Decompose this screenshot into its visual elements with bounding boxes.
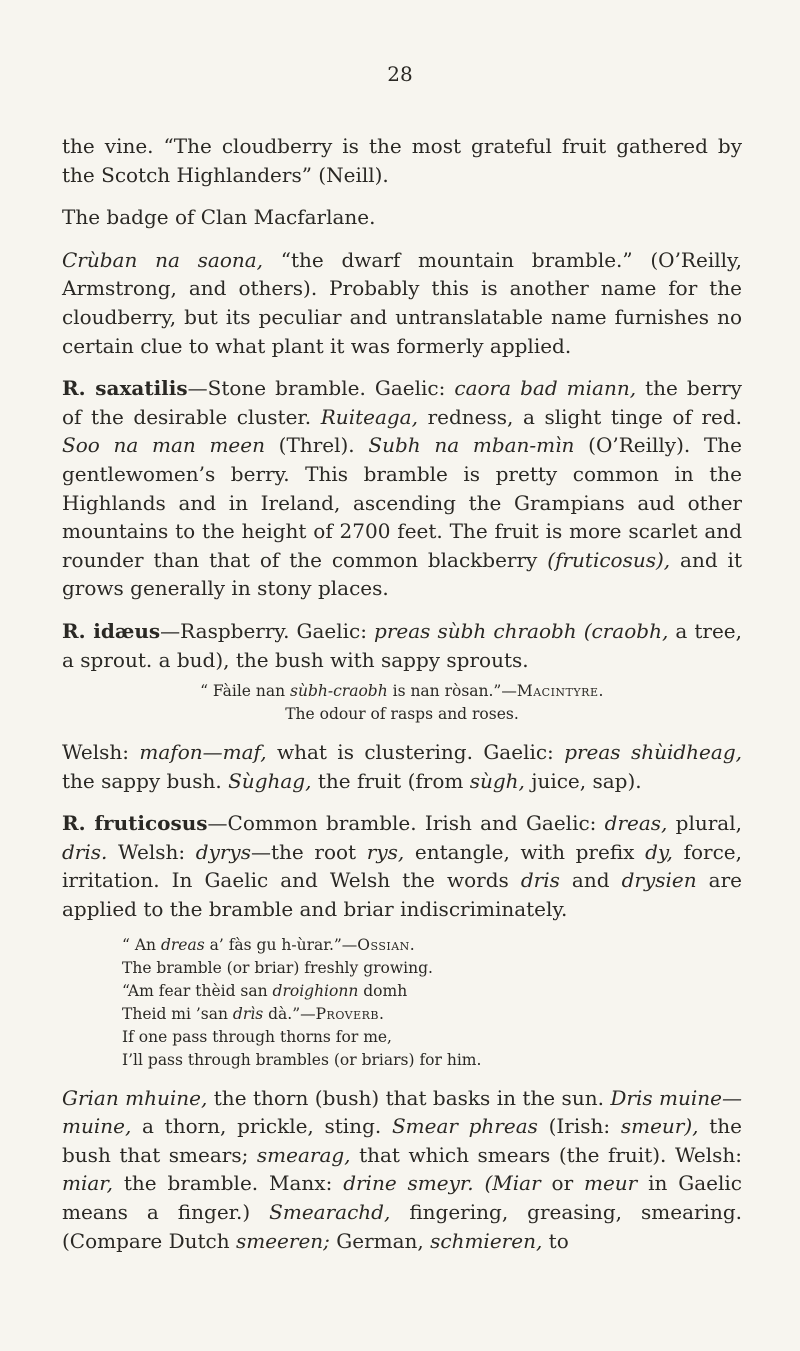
text: fingering, greasing, smearing. (Compare Dutch [62, 1200, 742, 1253]
text: the bramble. Manx: [113, 1171, 344, 1196]
welsh-term: drysien [621, 868, 697, 893]
gaelic-term: preas shùidheag, [564, 740, 742, 765]
gaelic-term: droighionn [272, 981, 359, 1000]
paragraph-welsh [62, 738, 742, 795]
text: a tree, a sprout. a bud), the bush with sappy sprouts. [62, 618, 742, 672]
text: what is clustering. Gaelic: [266, 740, 565, 765]
gaelic-term: smearag, [256, 1142, 351, 1167]
text: the sappy bush. [62, 768, 229, 793]
gaelic-term: dreas [160, 935, 205, 954]
quote-translation: I’ll pass through brambles (or briars) for him. [122, 1050, 482, 1069]
quote-line [62, 680, 742, 703]
text: that which smears (the fruit). Welsh: [350, 1142, 742, 1167]
paragraph-saxatilis [62, 374, 742, 603]
text: and [559, 868, 622, 893]
text: redness, a slight tinge of red. [417, 404, 743, 429]
dutch-term: smeeren; [235, 1228, 330, 1253]
welsh-term: dyrys [195, 839, 251, 864]
quote-line [122, 980, 742, 1003]
welsh-term: mafon—maf, [139, 740, 267, 765]
text: entangle, with prefix [404, 839, 646, 864]
text: to [542, 1228, 569, 1253]
text: —the root [251, 839, 367, 864]
latin-term: (fruticosus), [547, 547, 671, 572]
page-body [62, 132, 742, 1269]
quote-line [122, 1003, 742, 1026]
text: “the dwarf mountain bramble.” (O’Reilly, Armstrong, and others). Probably this is another name for the cloudberry, but its peculiar and untranslatable name furnishes no certain clue to what plant it was formerly applied. [62, 247, 743, 358]
text: the fruit (from [311, 768, 470, 793]
gaelic-term: Smear phreas [391, 1114, 538, 1139]
species-heading: R. idæus [62, 618, 161, 643]
text: and it grows generally in stony places. [62, 547, 742, 601]
text: a’ fàs gu h-ùrar.”— [204, 935, 358, 954]
text: dà.”— [263, 1004, 316, 1023]
paragraph-idaeus [62, 617, 742, 674]
paragraph [62, 203, 742, 232]
text: “ Fàile nan [200, 682, 291, 701]
text: “ An [122, 935, 161, 954]
paragraph-grian [62, 1084, 742, 1256]
quote-translation: If one pass through thorns for me, [122, 1027, 392, 1046]
gaelic-term: Sùghag, [228, 768, 312, 793]
text: or [540, 1171, 584, 1196]
text: the bush that smears; [62, 1114, 742, 1167]
gaelic-term: Grian mhuine, [62, 1085, 208, 1110]
welsh-term: rys, [366, 839, 405, 864]
text: German, [329, 1228, 431, 1253]
gaelic-term: dreas, [604, 811, 668, 836]
text: the berry of the desirable cluster. [62, 376, 742, 429]
paragraph [62, 246, 742, 360]
irish-term: smeur), [620, 1114, 699, 1139]
text: is nan ròsan.”— [387, 682, 517, 701]
text: the vine. “The cloudberry is the most grateful fruit gathered by the Scotch Highlanders” (Neill). [62, 134, 742, 187]
page-number: 28 [387, 62, 413, 86]
paragraph-fruticosus [62, 809, 742, 923]
gaelic-term: dris. [62, 839, 108, 864]
gaelic-term: Crùban na saona, [62, 247, 264, 272]
text: —Raspberry. Gaelic: [160, 618, 375, 643]
welsh-term: miar, [62, 1171, 114, 1196]
quote-translation: The odour of rasps and roses. [285, 705, 519, 724]
quote-line [122, 934, 742, 957]
gaelic-term: caora bad miann, [454, 376, 637, 401]
gaelic-term: sùgh, [469, 768, 525, 793]
attribution: Ossian. [357, 935, 416, 954]
quote-macintyre [62, 680, 742, 726]
text: Welsh: [62, 740, 140, 765]
gaelic-term: Smearachd, [269, 1200, 391, 1225]
text: —Common bramble. Irish and Gaelic: [207, 811, 605, 836]
german-term: schmieren, [430, 1228, 543, 1253]
text: “Am fear thèid san [122, 981, 273, 1000]
text: a thorn, prickle, sting. [131, 1114, 392, 1139]
welsh-term: dy, [645, 839, 673, 864]
gaelic-term: Subh na mban-mìn [368, 433, 575, 458]
text: the thorn (bush) that basks in the sun. [207, 1085, 611, 1110]
text: (Threl). [264, 433, 369, 458]
text: Theid mi ’san [122, 1004, 233, 1023]
text: (Irish: [537, 1114, 621, 1139]
text: The badge of Clan Macfarlane. [62, 205, 376, 230]
gaelic-term: dris [520, 868, 560, 893]
gaelic-term: Soo na man meen [62, 433, 265, 458]
attribution: Macintyre. [516, 682, 604, 701]
species-heading: R. saxatilis [62, 376, 188, 401]
text: plural, [667, 811, 742, 836]
text: force, irritation. In Gaelic and Welsh the words [62, 839, 742, 893]
text: juice, sap). [524, 768, 642, 793]
species-heading: R. fruticosus [62, 811, 208, 836]
quote-translation: The bramble (or briar) freshly growing. [122, 958, 433, 977]
text: in Gaelic means a finger.) [62, 1171, 742, 1225]
text: domh [358, 981, 408, 1000]
text: Welsh: [107, 839, 196, 864]
paragraph [62, 132, 742, 189]
manx-term: drine smeyr. (Miar [343, 1171, 541, 1196]
text: —Stone bramble. Gaelic: [187, 376, 455, 401]
gaelic-term: Dris muine—muine, [62, 1085, 742, 1139]
gaelic-term: preas sùbh chraobh (craobh, [374, 618, 669, 643]
gaelic-term: meur [584, 1171, 638, 1196]
gaelic-term: sùbh-craobh [290, 682, 388, 701]
quote-ossian-proverb [122, 934, 742, 1072]
gaelic-term: Ruiteaga, [320, 404, 418, 429]
attribution: Proverb. [315, 1004, 385, 1023]
text: are applied to the bramble and briar indiscriminately. [62, 868, 742, 922]
text: (O’Reilly). The gentlewomen’s berry. This bramble is pretty common in the Highlands and in Ireland, ascending the Grampians aud other mountains to the height of 2700 feet. The fruit is more scarlet and rounder than that of the common blackberry [62, 433, 742, 572]
gaelic-term: drìs [232, 1004, 264, 1023]
